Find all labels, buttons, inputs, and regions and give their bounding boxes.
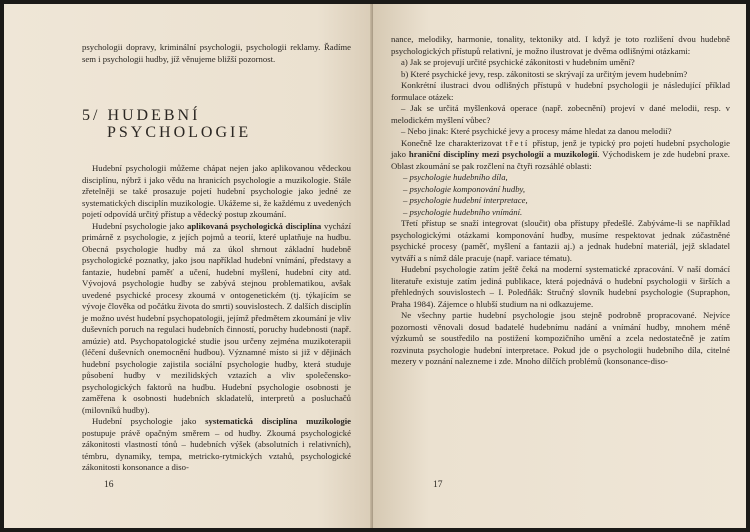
list-item: – psychologie komponování hudby, [403,183,526,194]
p3-after: . Východiskem je zde hudební praxe. Oblast zkoumání se pak rozčlení na čtyři rozsáhlé oblasti: [391,149,730,171]
book-spread [4,4,746,528]
p3-text-before: Hudební psychologie jako [92,416,206,426]
question-dash-2: – Nebo jinak: Které psychické jevy a procesy máme hledat za danou melodií? [401,126,672,136]
question-b: b) Které psychické jevy, resp. zákonitosti se skrývají za určitým jevem hudebním? [401,68,688,79]
paragraph-continued: nance, melodiky, harmonie, tonality, tektoniky atd. I když je toto rozlišení dvou hudebně psychologických přístupů relativní, je možno ilustrovat je dvěma odlišnými otázkami: [391,34,730,56]
paragraph-literature: Hudební psychologie zatím ještě čeká na moderní systematické zpracování. V naší domácí literatuře existuje zatím jediná publikace, která pojednává o hudební psychologii v širších a přehledných souvislostech – I. Poledňák: Stručný slovník hudební psychologie (Supraphon, Praha 1984). Zájemce o hlubší studium na ni odkazujeme. [391,264,730,309]
p3-mid: přístup, jenž je typický pro pojetí hudební psychologie jako [391,137,730,159]
paragraph-integration: Třetí přístup se snaží integrovat (sloučit) oba přístupy předešlé. Zabýváme-li se například psychologickými otázkami komponování hudby, musíme respektovat jednak zúčastněné psychické procesy (paměť, myšlení a fantazii aj.) a jednak hudební materiál, jejž skladatel vytváří a s nímž dále pracuje (např. variace tématu). [391,218,730,263]
list-item: – psychologie hudební interpretace, [403,195,528,205]
paragraph-research: Ne všechny partie hudební psychologie jsou stejně podrobně propracované. Nejvíce pozornosti věnovali dosud badatelé hudebnímu nadání a vnímání hudby, mnohem méně výzkumů se soustředilo na postižení kompozičního umění a zcela nedostatečně je zatím rozvinuta psychologie hudební interpretace. Pokud jde o psychologii hudebního díla, citelné mezery v poznání nalezneme i zde. Mnoho dílčích problémů (konsonance-diso- [391,310,730,366]
paragraph-1: Hudební psychologii můžeme chápat nejen jako aplikovanou vědeckou disciplínu, nýbrž i jako vědu na hranicích psychologie a muzikologie. Stále zřetelněji se také prosazuje pojetí hudební psychologie jako jedné ze systematických disciplín muzikologie. Ukážeme si, že každému z uvedených pojetí odpovídá určitý přístup a vědecký postup zkoumání. [82,163,351,219]
paragraph-third-approach [391,138,730,173]
heading-line-2: PSYCHOLOGIE [107,124,252,141]
heading-line-1: 5/ HUDEBNÍ [82,107,201,124]
intro-paragraph: psychologii dopravy, kriminální psychologii, psychologii reklamy. Řadíme sem i psychologii hudby, jíž věnujeme bližší pozornost. [82,42,351,64]
right-page [373,4,746,528]
p2-bold-term: aplikovaná psychologická disciplína [186,220,322,231]
page-number-right: 17 [433,480,443,490]
p3-bold-term: hraniční disciplíny mezi psychologií a muzikologií [408,149,598,159]
list-item: – psychologie hudebního díla, [403,172,508,182]
paragraph-example: Konkrétní ilustraci dvou odlišných přístupů v hudební psychologii je následující příklad formulace otázek: [391,80,730,102]
p3-before: Konečně lze charakterizovat [401,137,506,148]
areas-list [391,172,730,218]
p2-text-after: vychází primárně z psychologie, z jejích pojmů a teorií, které uplatňuje na hudbu. Obecná psychologie hudby má za úkol shrnout základní hudebně psychologické poznatky, jako jsou například hudební vnímání, představy a fantazie, hudební paměť a učení, hudební myšlení, hudební city atd. Vývojová psychologie hudby se zabývá stejnou problematikou, avšak uvedené psychické procesy zkoumá v ontogenetickém (tj. týkajícím se vývoje člověka od počátku života do smrti) souvislostech. Z dalších disciplín je možno uvést hudební psychopatologii, jejímž předmětem zkoumání je vliv duševních poruch na regulaci hudebních činností, poruchy hudebnosti (např. amúzie) atd. Psychopatologické studie jsou určeny zejména muzikoterapii (léčení duševních onemocnění hudbou). Významné místo si již v dějinách hudební psychologie zajistila sociální psychologie hudby, která studuje působení hudby v mezilidských vztazích a vliv společensko-psychologických faktorů na hudbu. Hudební psychologie osobnosti je zaměřena k osobnosti hudebních skladatelů, interpretů a posluchačů (milovníků hudby). [82,220,351,415]
list-item: – psychologie hudebního vnímání. [403,206,523,217]
paragraph-3 [82,416,351,474]
left-page [4,4,373,528]
p3-text-after: postupuje právě opačným směrem – od hudby. Zkoumá psychologické zákonitosti vlastností tónů – hudebních výšek (absolutních i relativních), témbru, dynamiky, tempa, metricko-rytmických vztahů, psychologické zákonitosti konsonance a diso- [82,427,351,472]
p3-bold-term: systematická disciplína muzikologie [205,416,351,426]
question-dash-1: – Jak se určitá myšlenková operace (např. zobecnění) projeví v dané melodii, resp. v melodickém myšlení vůbec? [391,103,730,125]
question-a: a) Jak se projevují určité psychické zákonitosti v hudebním umění? [401,57,635,67]
paragraph-2 [82,221,351,417]
page-number-left: 16 [104,480,114,490]
p2-text-before: Hudební psychologie jako [92,220,187,231]
p3-spaced-word: třetí [505,137,530,148]
chapter-heading [82,107,351,141]
